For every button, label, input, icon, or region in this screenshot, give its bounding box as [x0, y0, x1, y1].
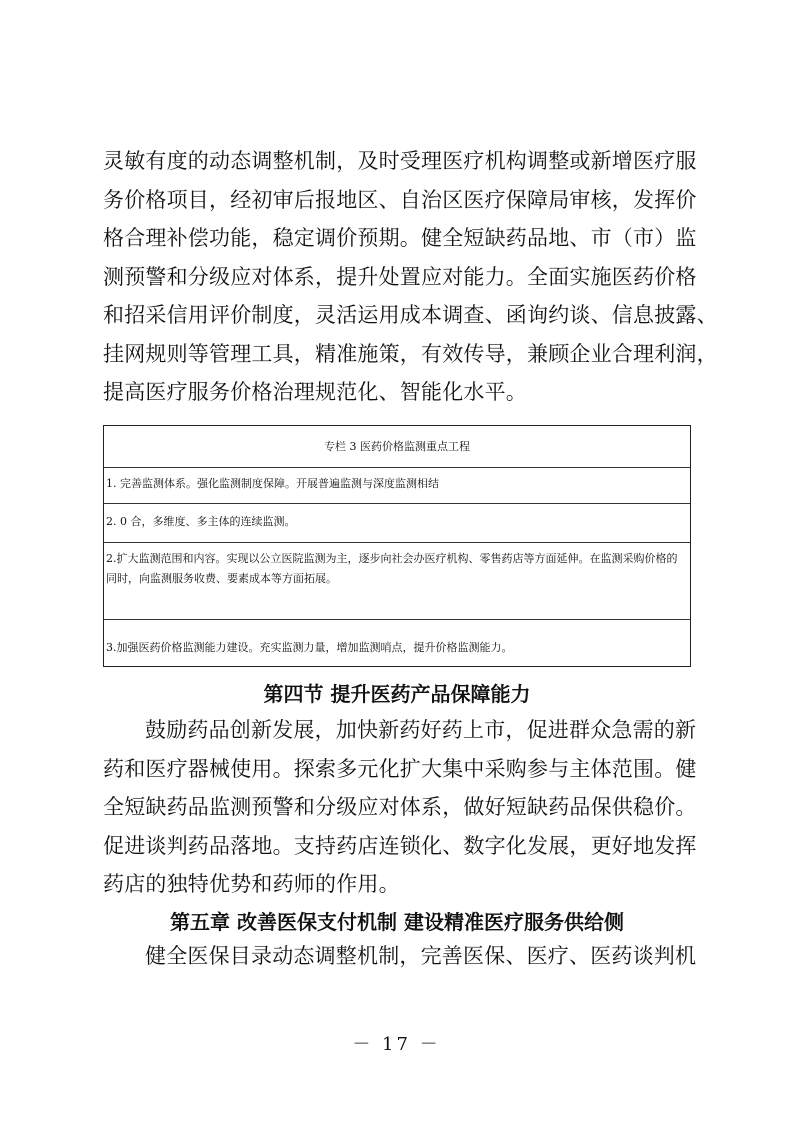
text-line: 测预警和分级应对体系，提升处置应对能力。全面实施医药价格 — [103, 264, 697, 289]
text-line: 格合理补偿功能，稳定调价预期。健全短缺药品地、市（市）监 — [103, 226, 697, 250]
text-line: 药店的独特优势和药师的作用。 — [103, 872, 400, 896]
paragraph-drug-supply — [103, 711, 697, 904]
feature-box-row — [104, 503, 690, 542]
feature-box-row — [104, 619, 690, 668]
text-line: 鼓励药品创新发展，加快新药好药上市，促进群众急需的新 — [145, 718, 697, 742]
text-line: 和招采信用评价制度，灵活运用成本调查、函询约谈、信息披露、 — [103, 303, 718, 327]
text-line: 灵敏有度的动态调整机制，及时受理医疗机构调整或新增医疗服 — [103, 149, 697, 173]
paragraph-price-adjustment — [103, 142, 718, 412]
feature-box-item: 1. 完善监测体系。强化监测制度保障。开展普遍监测与深度监测相结 — [106, 477, 439, 490]
page-number: － 17 － — [352, 1034, 441, 1055]
text-line: 务价格项目，经初审后报地区、自治区医疗保障局审核，发挥价 — [103, 187, 697, 212]
feature-box-monitoring-project — [103, 425, 691, 667]
section-heading: 第四节 提升医药产品保障能力 — [263, 682, 531, 706]
feature-box-row — [104, 542, 690, 619]
text-line: 挂网规则等管理工具，精准施策，有效传导，兼顾企业合理利润， — [103, 341, 718, 366]
feature-box-row — [104, 467, 690, 503]
text-line: 药和医疗器械使用。探索多元化扩大集中采购参与主体范围。健 — [103, 756, 697, 781]
feature-box-item: 2.扩大监测范围和内容。实现以公立医院监测为主，逐步向社会办医疗机构、零售药店等方面延伸。在监测采购价格的同时，向监测服务收费、要素成本等方面拓展。 — [106, 552, 678, 585]
text-line: 提高医疗服务价格治理规范化、智能化水平。 — [103, 380, 527, 404]
feature-box-item: 3.加强医药价格监测能力建设。充实监测力量，增加监测哨点，提升价格监测能力。 — [106, 641, 513, 654]
feature-box-title: 专栏 3 医药价格监测重点工程 — [324, 440, 470, 453]
feature-box-item: 2. 0 合，多维度、多主体的连续监测。 — [106, 515, 296, 528]
text-line: 促进谈判药品落地。支持药店连锁化、数字化发展，更好地发挥 — [103, 833, 697, 858]
text-line: 健全医保目录动态调整机制，完善医保、医疗、医药谈判机 — [145, 944, 697, 968]
text-line: 全短缺药品监测预警和分级应对体系，做好短缺药品保供稳价。 — [103, 795, 697, 819]
chapter-heading: 第五章 改善医保支付机制 建设精准医疗服务供给侧 — [170, 910, 624, 934]
paragraph-catalog-adjustment — [103, 937, 697, 976]
